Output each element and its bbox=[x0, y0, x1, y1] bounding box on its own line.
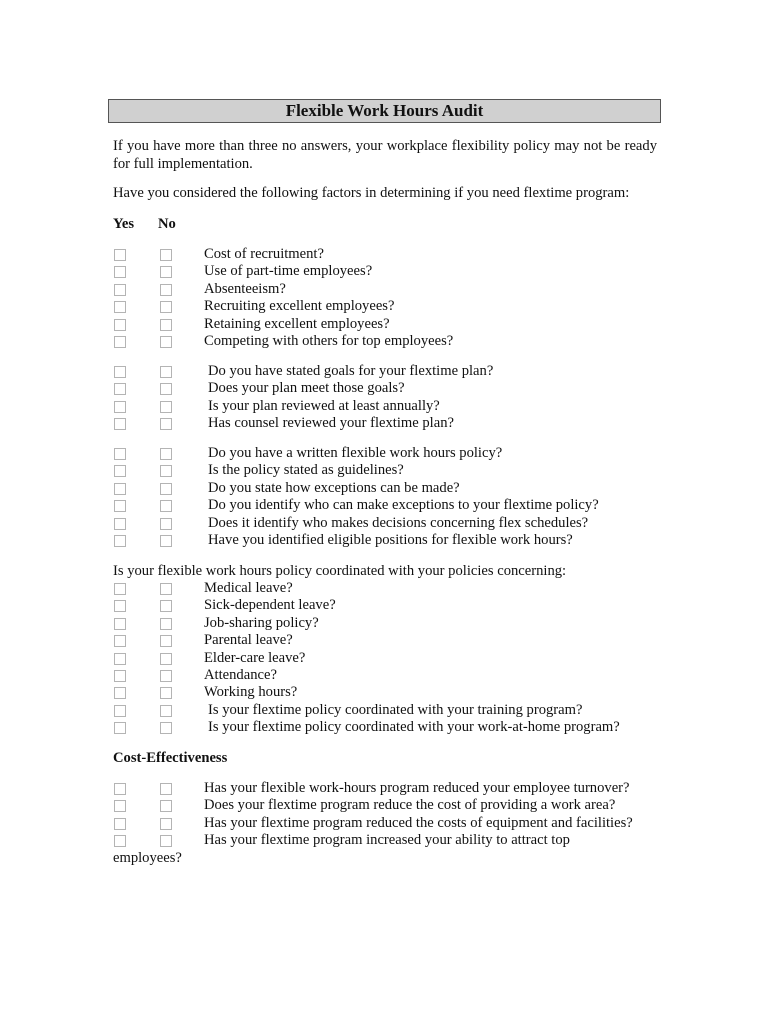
yes-checkbox[interactable] bbox=[114, 783, 126, 795]
no-checkbox[interactable] bbox=[160, 687, 172, 699]
question-text: Job-sharing policy? bbox=[204, 614, 319, 631]
no-checkbox[interactable] bbox=[160, 600, 172, 612]
question-text: Is your flextime policy coordinated with your training program? bbox=[208, 701, 583, 718]
yes-checkbox[interactable] bbox=[114, 722, 126, 734]
no-checkbox[interactable] bbox=[160, 670, 172, 682]
no-checkbox[interactable] bbox=[160, 783, 172, 795]
yes-checkbox[interactable] bbox=[114, 670, 126, 682]
question-text: Has counsel reviewed your flextime plan? bbox=[208, 415, 454, 432]
checklist-row bbox=[113, 632, 673, 649]
question-text: Is the policy stated as guidelines? bbox=[208, 462, 404, 479]
no-checkbox[interactable] bbox=[160, 800, 172, 812]
question-text: Has your flextime program reduced the costs of equipment and facilities? bbox=[204, 814, 633, 831]
question-text: Is your flextime policy coordinated with your work-at-home program? bbox=[208, 719, 620, 736]
no-checkbox[interactable] bbox=[160, 500, 172, 512]
no-checkbox[interactable] bbox=[160, 483, 172, 495]
question-text: Do you state how exceptions can be made? bbox=[208, 479, 460, 496]
checklist-row bbox=[113, 497, 673, 514]
question-text: Has your flextime program increased your ability to attract top bbox=[204, 832, 570, 849]
no-checkbox[interactable] bbox=[160, 653, 172, 665]
page-title: Flexible Work Hours Audit bbox=[108, 99, 661, 123]
question-prompt: Have you considered the following factors in determining if you need flextime program: bbox=[113, 185, 630, 201]
checklist-row bbox=[113, 263, 673, 280]
no-checkbox[interactable] bbox=[160, 284, 172, 296]
checklist-row bbox=[113, 815, 673, 832]
yes-checkbox[interactable] bbox=[114, 518, 126, 530]
no-checkbox[interactable] bbox=[160, 383, 172, 395]
checklist-row bbox=[113, 832, 673, 849]
yes-checkbox[interactable] bbox=[114, 705, 126, 717]
yes-checkbox[interactable] bbox=[114, 535, 126, 547]
yes-column-header: Yes bbox=[113, 216, 135, 232]
checklist-row bbox=[113, 615, 673, 632]
question-text: Cost of recruitment? bbox=[204, 246, 324, 262]
checklist-row bbox=[113, 445, 673, 462]
checklist-row bbox=[113, 281, 673, 298]
checklist-group-goals bbox=[113, 363, 673, 433]
question-text: Recruiting excellent employees? bbox=[204, 298, 395, 315]
no-checkbox[interactable] bbox=[160, 583, 172, 595]
intro-paragraph: If you have more than three no answers, your workplace flexibility policy may not be ready for full implementation. bbox=[113, 138, 657, 172]
yes-checkbox[interactable] bbox=[114, 635, 126, 647]
question-text: Have you identified eligible positions for flexible work hours? bbox=[208, 531, 573, 548]
checklist-row bbox=[113, 298, 673, 315]
checklist-row bbox=[113, 719, 673, 736]
yes-checkbox[interactable] bbox=[114, 583, 126, 595]
question-text: Does it identify who makes decisions concerning flex schedules? bbox=[208, 514, 589, 531]
checklist-row bbox=[113, 532, 673, 549]
yes-checkbox[interactable] bbox=[114, 249, 126, 261]
no-checkbox[interactable] bbox=[160, 818, 172, 830]
no-checkbox[interactable] bbox=[160, 336, 172, 348]
checklist-group-factors bbox=[113, 246, 673, 350]
question-text: Do you have a written flexible work hours policy? bbox=[208, 445, 503, 461]
checklist-row bbox=[113, 333, 673, 350]
checklist-row bbox=[113, 780, 673, 797]
checklist-group-policy bbox=[113, 445, 673, 549]
checklist-row bbox=[113, 515, 673, 532]
checklist-row bbox=[113, 415, 673, 432]
checklist-row bbox=[113, 398, 673, 415]
checklist-row bbox=[113, 580, 673, 597]
question-text: Medical leave? bbox=[204, 580, 293, 596]
yes-checkbox[interactable] bbox=[114, 301, 126, 313]
question-text: Sick-dependent leave? bbox=[204, 597, 336, 614]
yes-checkbox[interactable] bbox=[114, 483, 126, 495]
yes-checkbox[interactable] bbox=[114, 448, 126, 460]
no-checkbox[interactable] bbox=[160, 635, 172, 647]
no-checkbox[interactable] bbox=[160, 722, 172, 734]
yes-checkbox[interactable] bbox=[114, 284, 126, 296]
no-checkbox[interactable] bbox=[160, 465, 172, 477]
checklist-group-coordination bbox=[113, 580, 673, 737]
yes-checkbox[interactable] bbox=[114, 266, 126, 278]
yes-checkbox[interactable] bbox=[114, 818, 126, 830]
yes-checkbox[interactable] bbox=[114, 800, 126, 812]
no-checkbox[interactable] bbox=[160, 266, 172, 278]
yes-checkbox[interactable] bbox=[114, 319, 126, 331]
question-text: Parental leave? bbox=[204, 632, 293, 649]
coordination-prompt: Is your flexible work hours policy coordinated with your policies concerning: bbox=[113, 563, 567, 579]
question-text: Competing with others for top employees? bbox=[204, 332, 454, 349]
question-text: Working hours? bbox=[204, 684, 298, 701]
question-text: Do you identify who can make exceptions to your flextime policy? bbox=[208, 497, 599, 514]
question-text: Absenteeism? bbox=[204, 280, 286, 297]
question-text: Retaining excellent employees? bbox=[204, 315, 390, 332]
no-checkbox[interactable] bbox=[160, 618, 172, 630]
no-checkbox[interactable] bbox=[160, 249, 172, 261]
cost-effectiveness-heading: Cost-Effectiveness bbox=[113, 750, 228, 766]
question-text: Is your plan reviewed at least annually? bbox=[208, 397, 440, 414]
checklist-row bbox=[113, 380, 673, 397]
question-text: Does your plan meet those goals? bbox=[208, 380, 405, 397]
yes-checkbox[interactable] bbox=[114, 687, 126, 699]
yes-checkbox[interactable] bbox=[114, 500, 126, 512]
question-text: Attendance? bbox=[204, 666, 277, 683]
no-checkbox[interactable] bbox=[160, 535, 172, 547]
yes-checkbox[interactable] bbox=[114, 653, 126, 665]
no-checkbox[interactable] bbox=[160, 448, 172, 460]
checklist-row bbox=[113, 684, 673, 701]
yes-checkbox[interactable] bbox=[114, 618, 126, 630]
checklist-row bbox=[113, 480, 673, 497]
checklist-row bbox=[113, 650, 673, 667]
yes-checkbox[interactable] bbox=[114, 401, 126, 413]
checklist-row bbox=[113, 363, 673, 380]
no-checkbox[interactable] bbox=[160, 705, 172, 717]
yes-checkbox[interactable] bbox=[114, 366, 126, 378]
yes-checkbox[interactable] bbox=[114, 336, 126, 348]
yes-checkbox[interactable] bbox=[114, 835, 126, 847]
checklist-row bbox=[113, 702, 673, 719]
question-text: Has your flexible work-hours program reduced your employee turnover? bbox=[204, 780, 630, 796]
no-checkbox[interactable] bbox=[160, 366, 172, 378]
yes-checkbox[interactable] bbox=[114, 418, 126, 430]
checklist-row bbox=[113, 797, 673, 814]
checklist-row bbox=[113, 246, 673, 263]
no-checkbox[interactable] bbox=[160, 319, 172, 331]
checklist-row bbox=[113, 597, 673, 614]
checklist-row bbox=[113, 462, 673, 479]
checklist-row bbox=[113, 316, 673, 333]
no-checkbox[interactable] bbox=[160, 518, 172, 530]
checklist-group-cost bbox=[113, 780, 673, 850]
question-text: Elder-care leave? bbox=[204, 649, 306, 666]
yes-checkbox[interactable] bbox=[114, 600, 126, 612]
yes-checkbox[interactable] bbox=[114, 465, 126, 477]
checklist-row bbox=[113, 667, 673, 684]
no-checkbox[interactable] bbox=[160, 418, 172, 430]
question-text: Does your flextime program reduce the cost of providing a work area? bbox=[204, 797, 616, 814]
question-continuation: employees? bbox=[113, 850, 182, 866]
no-checkbox[interactable] bbox=[160, 835, 172, 847]
question-text: Use of part-time employees? bbox=[204, 263, 373, 280]
yes-checkbox[interactable] bbox=[114, 383, 126, 395]
no-checkbox[interactable] bbox=[160, 401, 172, 413]
question-text: Do you have stated goals for your flextime plan? bbox=[208, 363, 494, 379]
no-column-header: No bbox=[158, 216, 176, 232]
no-checkbox[interactable] bbox=[160, 301, 172, 313]
